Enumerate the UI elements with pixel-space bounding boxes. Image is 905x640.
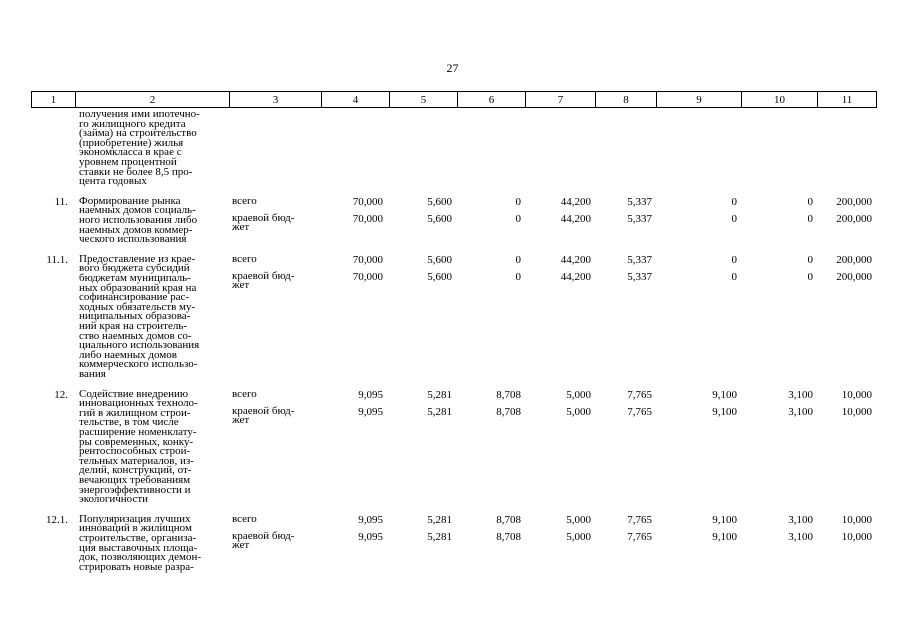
- value-cell: 8,708: [496, 388, 521, 401]
- description-line: ниципальных образова-: [79, 310, 191, 323]
- funding-source-label: жет: [232, 414, 250, 427]
- description-line: уровнем процентной: [79, 155, 177, 168]
- description-line: расширение номенклату-: [79, 425, 197, 438]
- value-cell: 9,100: [712, 530, 737, 543]
- value-cell: 5,600: [427, 253, 452, 266]
- value-cell: 10,000: [841, 530, 872, 543]
- description-line: рентоспособных строи-: [79, 445, 191, 458]
- value-cell: 70,000: [352, 270, 383, 283]
- description-line: ры современных, конку-: [79, 435, 194, 448]
- description-line: док, позволяющих демон-: [79, 551, 202, 564]
- value-cell: 200,000: [836, 195, 872, 208]
- value-cell: 200,000: [836, 212, 872, 225]
- row-number: 11.1.: [46, 253, 68, 266]
- description-line: циального использования: [79, 339, 200, 352]
- page-number: 27: [446, 61, 459, 75]
- value-cell: 0: [731, 270, 737, 283]
- value-cell: 9,095: [358, 388, 383, 401]
- header-col-4: 4: [322, 92, 390, 108]
- row-number: 11.: [54, 195, 68, 208]
- description-line: строительстве, организа-: [79, 531, 197, 544]
- description-line: либо наемных домов: [79, 348, 177, 361]
- description-line: (займа) на строительство: [79, 127, 197, 140]
- value-cell: 10,000: [841, 388, 872, 401]
- row-description: [79, 387, 229, 506]
- value-cell: 0: [731, 195, 737, 208]
- description-line: ного использования либо: [79, 213, 198, 226]
- description-line: ных образований края на: [79, 281, 197, 294]
- value-cell: 8,708: [496, 405, 521, 418]
- value-cell: 70,000: [352, 212, 383, 225]
- column-number-header: [31, 91, 877, 108]
- value-cell: 44,200: [560, 270, 591, 283]
- description-line: Формирование рынка: [79, 194, 181, 207]
- description-line: ходных обязательств му-: [79, 300, 196, 313]
- row-number: 12.1.: [46, 513, 68, 526]
- description-line: Содействие внедрению: [79, 387, 189, 400]
- value-cell: 44,200: [560, 212, 591, 225]
- value-cell: 7,765: [627, 530, 652, 543]
- description-line: ставки не более 8,5 про-: [79, 165, 193, 178]
- description-line: ческого использования: [79, 233, 187, 246]
- funding-source: [232, 404, 322, 427]
- description-line: вания: [79, 367, 106, 380]
- description-line: Предоставление из крае-: [79, 252, 196, 265]
- value-cell: 5,337: [627, 270, 652, 283]
- value-cell: 3,100: [788, 530, 813, 543]
- description-line: тельстве, в том числе: [79, 416, 179, 429]
- value-cell: 5,281: [427, 513, 452, 526]
- description-line: инноваций в жилищном: [79, 522, 192, 535]
- header-col-11: 11: [818, 92, 877, 108]
- description-line: вечающих требованиям: [79, 473, 191, 486]
- value-cell: 7,765: [627, 388, 652, 401]
- value-cell: 44,200: [560, 253, 591, 266]
- description-line: ний края на строитель-: [79, 319, 188, 332]
- description-line: го жилищного кредита: [79, 117, 186, 130]
- value-cell: 0: [807, 253, 813, 266]
- description-line: делий, конструкций, от-: [79, 464, 192, 477]
- description-line: бюджетам муниципаль-: [79, 271, 191, 284]
- description-line: вого бюджета субсидий: [79, 262, 190, 275]
- description-line: цента годовых: [79, 175, 147, 188]
- header-col-3: 3: [230, 92, 322, 108]
- row-number: 12.: [54, 388, 68, 401]
- funding-source: [232, 211, 322, 234]
- description-line: инновационных техноло-: [79, 397, 198, 410]
- row-description: [79, 512, 229, 573]
- funding-source: [232, 194, 322, 207]
- funding-source-label: всего: [232, 252, 257, 265]
- value-cell: 9,095: [358, 405, 383, 418]
- description-line: наемных домов коммер-: [79, 223, 193, 236]
- value-cell: 5,600: [427, 270, 452, 283]
- value-cell: 70,000: [352, 253, 383, 266]
- value-cell: 0: [515, 212, 521, 225]
- description-line: (приобретение) жилья: [79, 136, 184, 149]
- value-cell: 0: [731, 212, 737, 225]
- value-cell: 5,281: [427, 530, 452, 543]
- funding-source-label: всего: [232, 512, 257, 525]
- description-line: коммерческого использо-: [79, 358, 198, 371]
- value-cell: 44,200: [560, 195, 591, 208]
- value-cell: 5,000: [566, 530, 591, 543]
- value-cell: 7,765: [627, 405, 652, 418]
- description-line: тельных материалов, из-: [79, 454, 194, 467]
- description-line: ция выставочных площа-: [79, 541, 198, 554]
- funding-source-label: краевой бюд-: [232, 529, 295, 542]
- value-cell: 5,000: [566, 513, 591, 526]
- value-cell: 3,100: [788, 388, 813, 401]
- value-cell: 200,000: [836, 270, 872, 283]
- funding-source: [232, 512, 322, 525]
- description-line: получения ими ипотечно-: [79, 108, 200, 120]
- value-cell: 0: [807, 195, 813, 208]
- value-cell: 5,600: [427, 195, 452, 208]
- value-cell: 9,095: [358, 530, 383, 543]
- description-line: Популяризация лучших: [79, 512, 191, 525]
- value-cell: 0: [515, 253, 521, 266]
- value-cell: 10,000: [841, 405, 872, 418]
- header-col-6: 6: [458, 92, 526, 108]
- description-line: стрировать новые разра-: [79, 560, 194, 573]
- value-cell: 5,337: [627, 195, 652, 208]
- value-cell: 8,708: [496, 513, 521, 526]
- value-cell: 70,000: [352, 195, 383, 208]
- value-cell: 9,100: [712, 405, 737, 418]
- value-cell: 0: [807, 270, 813, 283]
- value-cell: 5,281: [427, 405, 452, 418]
- value-cell: 10,000: [841, 513, 872, 526]
- description-line: экономкласса в крае с: [79, 146, 182, 159]
- funding-source: [232, 269, 322, 292]
- funding-source-label: краевой бюд-: [232, 211, 295, 224]
- row-description: [79, 110, 229, 187]
- value-cell: 3,100: [788, 513, 813, 526]
- value-cell: 8,708: [496, 530, 521, 543]
- value-cell: 0: [807, 212, 813, 225]
- header-col-9: 9: [657, 92, 742, 108]
- funding-source-label: жет: [232, 221, 250, 234]
- value-cell: 5,337: [627, 253, 652, 266]
- funding-source-label: жет: [232, 539, 250, 552]
- value-cell: 9,100: [712, 388, 737, 401]
- funding-source-label: краевой бюд-: [232, 404, 295, 417]
- value-cell: 5,337: [627, 212, 652, 225]
- value-cell: 9,100: [712, 513, 737, 526]
- description-line: гий в жилищном строи-: [79, 406, 191, 419]
- funding-source: [232, 252, 322, 265]
- value-cell: 5,600: [427, 212, 452, 225]
- description-line: наемных домов социаль-: [79, 204, 196, 217]
- header-col-8: 8: [596, 92, 657, 108]
- value-cell: 0: [515, 195, 521, 208]
- funding-source: [232, 387, 322, 400]
- row-description: [79, 194, 229, 246]
- row-description: [79, 252, 229, 380]
- header-col-7: 7: [526, 92, 596, 108]
- funding-source-label: жет: [232, 279, 250, 292]
- value-cell: 3,100: [788, 405, 813, 418]
- value-cell: 5,281: [427, 388, 452, 401]
- funding-source-label: всего: [232, 387, 257, 400]
- header-col-10: 10: [742, 92, 818, 108]
- description-line: ство наемных домов со-: [79, 329, 192, 342]
- header-col-1: 1: [32, 92, 76, 108]
- header-col-2: 2: [76, 92, 230, 108]
- value-cell: 0: [515, 270, 521, 283]
- description-line: софинансирование рас-: [79, 291, 190, 304]
- value-cell: 9,095: [358, 513, 383, 526]
- value-cell: 7,765: [627, 513, 652, 526]
- description-line: экологичности: [79, 493, 149, 506]
- funding-source: [232, 529, 322, 552]
- value-cell: 200,000: [836, 253, 872, 266]
- value-cell: 5,000: [566, 388, 591, 401]
- funding-source-label: краевой бюд-: [232, 269, 295, 282]
- header-col-5: 5: [390, 92, 458, 108]
- description-line: энергоэффективности и: [79, 483, 191, 496]
- value-cell: 5,000: [566, 405, 591, 418]
- funding-source-label: всего: [232, 194, 257, 207]
- value-cell: 0: [731, 253, 737, 266]
